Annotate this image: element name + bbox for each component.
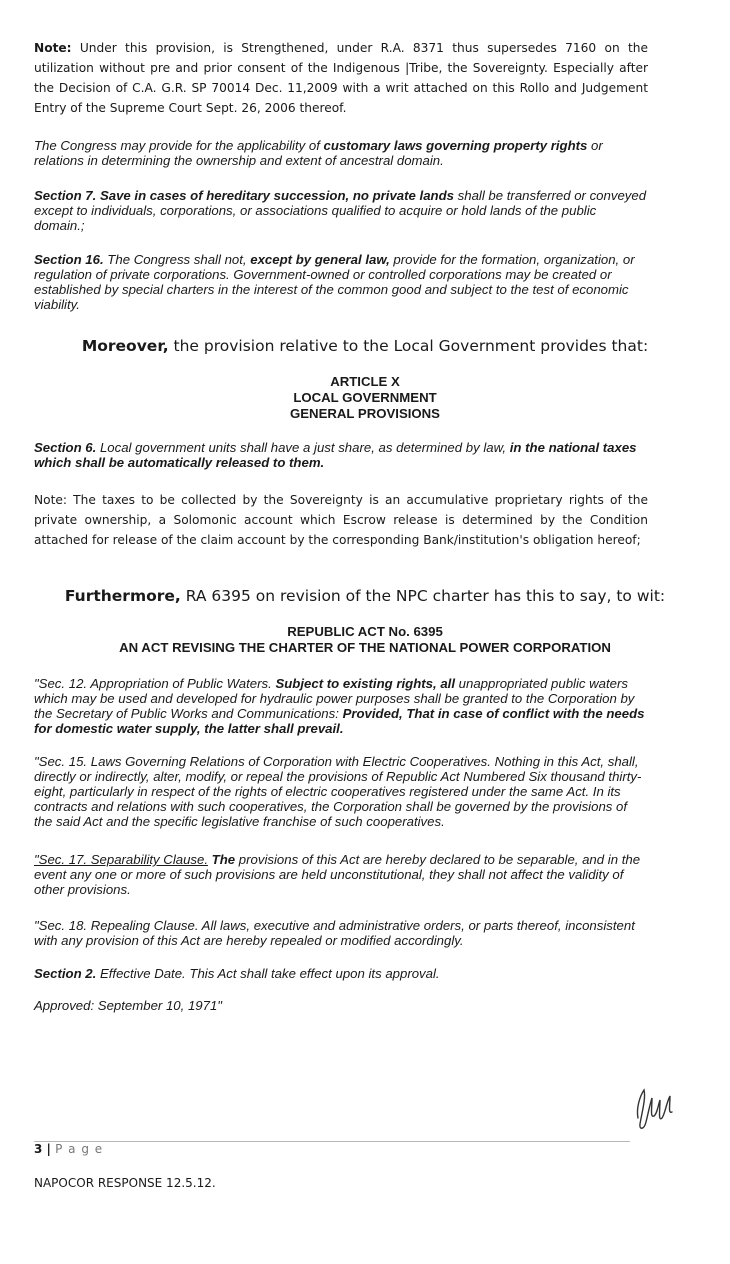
section-2-paragraph: Section 2. Effective Date. This Act shall take effect upon its approval.: [34, 966, 440, 981]
footer-divider: [34, 1141, 630, 1142]
sec-18-paragraph: "Sec. 18. Repealing Clause. All laws, executive and administrative orders, or parts thereof, inconsistent with any provision of this Act are hereby repealed or modified accordingly.: [34, 918, 635, 948]
approved-line: Approved: September 10, 1971": [34, 998, 222, 1013]
moreover-lead: Moreover, the provision relative to the Local Government provides that:: [81, 337, 649, 355]
sec-15-paragraph: "Sec. 15. Laws Governing Relations of Corporation with Electric Cooperatives. Nothing in this Act, shall, directly or indirectly, alter, modify, or repeal the provisions of Republic Act Numbered Six thousand thirty-eight, particularly in respect of the rights of electric cooperatives registered under the same Act. In its contracts and relations with such cooperatives, the Corporation shall be governed by the provisions of the said Act and the specific legislative franchise of such cooperatives.: [34, 754, 642, 829]
furthermore-lead: Furthermore, RA 6395 on revision of the NPC charter has this to say, to wit:: [64, 587, 666, 605]
congress-paragraph: The Congress may provide for the applicability of customary laws governing property rights or relations in determining the ownership and extent of ancestral domain.: [34, 138, 603, 168]
section-7-paragraph: Section 7. Save in cases of hereditary succession, no private lands shall be transferred or conveyed except to individuals, corporations, or associations qualified to acquire or hold lands of the public domain.;: [34, 188, 647, 233]
page-number: 3 | P a g e: [34, 1142, 104, 1156]
note-paragraph-2: Note: The taxes to be collected by the Sovereignty is an accumulative proprietary rights of the private ownership, a Solomonic account which Escrow release is determined by the Condition attached for release of the claim account by the corresponding Bank/institution's obligation hereof;: [34, 493, 648, 547]
republic-act-heading: REPUBLIC ACT No. 6395 AN ACT REVISING THE CHARTER OF THE NATIONAL POWER CORPORATION: [119, 624, 611, 655]
handwritten-signature: [630, 1078, 680, 1134]
section-6-paragraph: Section 6. Local government units shall have a just share, as determined by law, in the national taxes which shall be automatically released to them.: [34, 440, 637, 470]
sec-17-paragraph: "Sec. 17. Separability Clause. The provisions of this Act are hereby declared to be separable, and in the event any one or more of such provisions are held unconstitutional, they shall not affect the validity of other provisions.: [34, 852, 641, 897]
note-label: Note:: [34, 41, 72, 55]
note-paragraph-1: Note: Under this provision, is Strengthened, under R.A. 8371 thus supersedes 7160 on the utilization without pre and prior consent of the Indigenous |Tribe, the Sovereignty. Especially after the Decision of C.A. G.R. SP 70014 Dec. 11,2009 with a writ attached on this Rollo and Judgement Entry of the Supreme Court Sept. 26, 2006 thereof.: [34, 41, 648, 115]
section-16-paragraph: Section 16. The Congress shall not, except by general law, provide for the formation, organization, or regulation of private corporations. Government-owned or controlled corporations may be created or established by special charters in the interest of the common good and subject to the test of economic viability.: [34, 252, 635, 312]
article-x-heading: ARTICLE X LOCAL GOVERNMENT GENERAL PROVISIONS: [290, 374, 440, 421]
sec-12-paragraph: "Sec. 12. Appropriation of Public Waters. Subject to existing rights, all unappropriated public waters which may be used and developed for hydraulic power purposes shall be granted to the Corporation by the Secretary of Public Works and Communications: Provided, That in case of conflict with the needs for domestic water supply, the latter shall prevail.: [34, 676, 645, 736]
document-reference: NAPOCOR RESPONSE 12.5.12.: [34, 1176, 216, 1190]
